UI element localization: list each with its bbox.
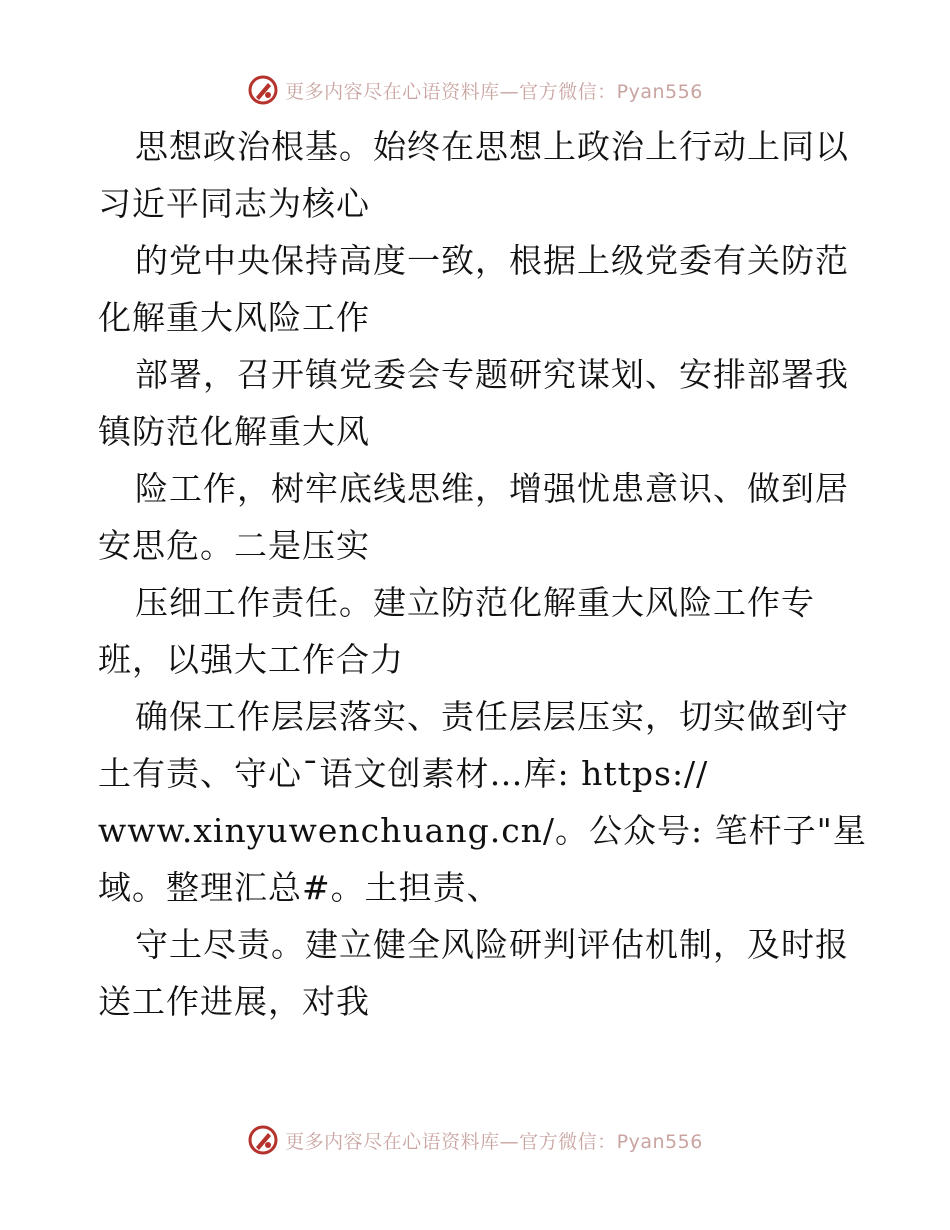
text-line: 班，以强大工作合力 xyxy=(98,640,404,679)
text-line: 安思危。二是压实 xyxy=(98,526,370,565)
text-line: 送工作进展，对我 xyxy=(98,982,370,1021)
footer-banner xyxy=(0,1120,950,1160)
text-line: 镇防范化解重大风 xyxy=(98,412,370,451)
text-line: 压细工作责任。建立防范化解重大风险工作专 xyxy=(135,583,815,622)
text-line: 化解重大风险工作 xyxy=(98,298,370,337)
text-line: www.xinyuwenchuang.cn/。公众号: 笔杆子"星 xyxy=(98,811,867,850)
text-line: 险工作，树牢底线思维，增强忧患意识、做到居 xyxy=(135,469,849,508)
text-line: 部署，召开镇党委会专题研究谋划、安排部署我 xyxy=(135,355,849,394)
text-line: 守土尽责。建立健全风险研判评估机制，及时报 xyxy=(135,925,849,964)
text-line: 的党中央保持高度一致，根据上级党委有关防范 xyxy=(135,241,849,280)
text-line: 思想政治根基。始终在思想上政治上行动上同以 xyxy=(135,127,849,166)
pen-seal-icon xyxy=(247,1124,279,1156)
text-line: 土有责、守心¯语文创素材…库: https:// xyxy=(98,754,709,793)
header-banner-text: 更多内容尽在心语资料库—官方微信：Pyan556 xyxy=(285,80,703,103)
text-line: 习近平同志为核心 xyxy=(98,184,370,223)
text-line: 确保工作层层落实、责任层层压实，切实做到守 xyxy=(135,697,849,736)
text-line: 域。整理汇总#。土担责、 xyxy=(98,868,501,907)
pen-seal-icon xyxy=(247,74,279,106)
header-banner xyxy=(0,70,950,110)
footer-banner-text: 更多内容尽在心语资料库—官方微信：Pyan556 xyxy=(285,1130,703,1153)
document-body xyxy=(98,118,867,1030)
